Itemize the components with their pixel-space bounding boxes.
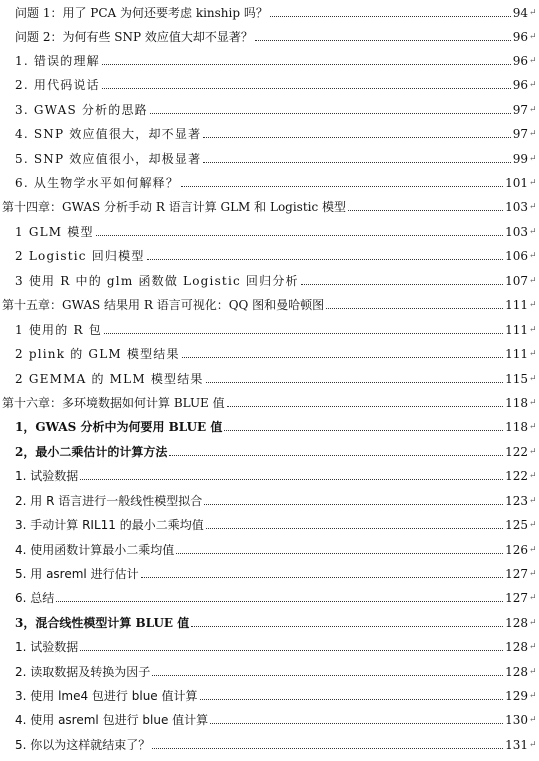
toc-entry-title: 2，最小二乘估计的计算方法 xyxy=(15,445,168,459)
toc-entry-title: 2 Logistic 回归模型 xyxy=(15,249,145,263)
toc-entry-title: 1. 错误的理解 xyxy=(15,54,100,68)
toc-entry-title: 4. 使用函数计算最小二乘均值 xyxy=(15,543,175,557)
dot-leader xyxy=(326,308,503,309)
toc-entry-title: 2 GEMMA 的 MLM 模型结果 xyxy=(15,372,204,386)
dot-leader xyxy=(301,284,503,285)
toc-entry-title: 5. 用 asreml 进行估计 xyxy=(15,567,139,581)
toc-page-number: 118 xyxy=(505,420,528,434)
toc-entry[interactable] xyxy=(15,243,539,263)
dot-leader xyxy=(255,40,511,41)
dot-leader xyxy=(206,528,503,529)
toc-page-number: 103 xyxy=(505,225,528,239)
toc-entry[interactable] xyxy=(15,146,539,166)
toc-entry[interactable] xyxy=(15,24,539,44)
toc-entry[interactable] xyxy=(15,317,539,337)
toc-entry[interactable] xyxy=(15,72,539,92)
toc-entry-title: 2. 用 R 语言进行一般线性模型拟合 xyxy=(15,494,203,508)
toc-page-number: 94 xyxy=(512,6,528,20)
toc-entry-title: 2 plink 的 GLM 模型结果 xyxy=(15,347,180,361)
paragraph-mark-icon: ↵ xyxy=(529,691,537,701)
paragraph-mark-icon: ↵ xyxy=(529,80,537,90)
toc-page-number: 128 xyxy=(505,640,528,654)
dot-leader xyxy=(147,259,504,260)
toc-entry-title: 3，混合线性模型计算 BLUE 值 xyxy=(15,616,190,630)
toc-entry[interactable] xyxy=(15,121,539,141)
dot-leader xyxy=(224,430,503,431)
paragraph-mark-icon: ↵ xyxy=(529,325,537,335)
toc-page-number: 101 xyxy=(505,176,528,190)
toc-entry[interactable] xyxy=(2,292,539,312)
toc-entry[interactable] xyxy=(15,0,539,20)
toc-page-number: 111 xyxy=(505,347,528,361)
toc-entry-title: 问题 1：用了 PCA 为何还要考虑 kinship 吗？ xyxy=(15,6,268,20)
toc-entry-title: 1，GWAS 分析中为何要用 BLUE 值 xyxy=(15,420,223,434)
paragraph-mark-icon: ↵ xyxy=(529,202,537,212)
toc-page-number: 128 xyxy=(505,616,528,630)
dot-leader xyxy=(203,137,510,138)
toc-entry[interactable] xyxy=(15,488,539,508)
toc-entry-title: 5. 你以为这样就结束了？ xyxy=(15,738,151,752)
toc-entry[interactable] xyxy=(15,732,539,752)
paragraph-mark-icon: ↵ xyxy=(529,642,537,652)
toc-page-number: 126 xyxy=(505,543,528,557)
toc-entry-title: 3. GWAS 分析的思路 xyxy=(15,103,148,117)
toc-entry[interactable] xyxy=(15,341,539,361)
paragraph-mark-icon: ↵ xyxy=(529,349,537,359)
paragraph-mark-icon: ↵ xyxy=(529,8,537,18)
toc-entry[interactable] xyxy=(15,48,539,68)
toc-entry-title: 1 使用的 R 包 xyxy=(15,323,102,337)
paragraph-mark-icon: ↵ xyxy=(529,667,537,677)
dot-leader xyxy=(206,382,503,383)
dot-leader xyxy=(203,162,510,163)
paragraph-mark-icon: ↵ xyxy=(529,496,537,506)
dot-leader xyxy=(169,455,503,456)
paragraph-mark-icon: ↵ xyxy=(529,178,537,188)
paragraph-mark-icon: ↵ xyxy=(529,422,537,432)
toc-entry-title: 4. SNP 效应值很大，却不显著 xyxy=(15,127,202,141)
toc-entry-title: 2. 读取数据及转换为因子 xyxy=(15,665,151,679)
toc-page-number: 118 xyxy=(505,396,528,410)
toc-page-number: 128 xyxy=(505,665,528,679)
dot-leader xyxy=(56,601,503,602)
toc-entry-title: 第十四章：GWAS 分析手动 R 语言计算 GLM 和 Logistic 模型 xyxy=(2,200,347,214)
paragraph-mark-icon: ↵ xyxy=(529,398,537,408)
toc-entry[interactable] xyxy=(2,390,539,410)
toc-entry-title: 2. 用代码说话 xyxy=(15,78,100,92)
paragraph-mark-icon: ↵ xyxy=(529,300,537,310)
toc-entry[interactable] xyxy=(15,634,539,654)
toc-entry-title: 1. 试验数据 xyxy=(15,640,79,654)
paragraph-mark-icon: ↵ xyxy=(529,32,537,42)
toc-entry[interactable] xyxy=(15,414,539,434)
paragraph-mark-icon: ↵ xyxy=(529,56,537,66)
toc-entry[interactable] xyxy=(15,366,539,386)
dot-leader xyxy=(181,186,503,187)
toc-page-number: 97 xyxy=(512,127,528,141)
toc-entry-title: 3. 使用 lme4 包进行 blue 值计算 xyxy=(15,689,198,703)
toc-entry-title: 1. 试验数据 xyxy=(15,469,79,483)
toc-entry-title: 3 使用 R 中的 glm 函数做 Logistic 回归分析 xyxy=(15,274,299,288)
toc-page-number: 130 xyxy=(505,713,528,727)
paragraph-mark-icon: ↵ xyxy=(529,154,537,164)
dot-leader xyxy=(102,88,511,89)
dot-leader xyxy=(150,113,511,114)
toc-entry[interactable] xyxy=(15,439,539,459)
toc-page-number: 97 xyxy=(512,103,528,117)
toc-entry[interactable] xyxy=(15,512,539,532)
dot-leader xyxy=(96,235,503,236)
dot-leader xyxy=(152,675,503,676)
paragraph-mark-icon: ↵ xyxy=(529,569,537,579)
dot-leader xyxy=(102,64,511,65)
toc-entry-title: 4. 使用 asreml 包进行 blue 值计算 xyxy=(15,713,209,727)
toc-entry-title: 5. SNP 效应值很小，却极显著 xyxy=(15,152,202,166)
toc-page-number: 125 xyxy=(505,518,528,532)
toc-page-number: 107 xyxy=(505,274,528,288)
toc-entry-title: 6. 从生物学水平如何解释？ xyxy=(15,176,180,190)
paragraph-mark-icon: ↵ xyxy=(529,227,537,237)
toc-entry[interactable] xyxy=(15,170,539,190)
toc-page-number: 122 xyxy=(505,445,528,459)
dot-leader xyxy=(348,210,503,211)
dot-leader xyxy=(80,479,503,480)
toc-entry-title: 1 GLM 模型 xyxy=(15,225,94,239)
paragraph-mark-icon: ↵ xyxy=(529,545,537,555)
toc-entry[interactable] xyxy=(15,707,539,727)
paragraph-mark-icon: ↵ xyxy=(529,251,537,261)
toc-page-number: 127 xyxy=(505,567,528,581)
toc-entry[interactable] xyxy=(15,537,539,557)
toc-entry[interactable] xyxy=(15,585,539,605)
paragraph-mark-icon: ↵ xyxy=(529,276,537,286)
toc-entry-title: 第十六章：多环境数据如何计算 BLUE 值 xyxy=(2,396,225,410)
toc-page-number: 123 xyxy=(505,494,528,508)
toc-entry[interactable] xyxy=(15,610,539,630)
toc-page-number: 127 xyxy=(505,591,528,605)
dot-leader xyxy=(176,553,503,554)
dot-leader xyxy=(141,577,504,578)
toc-page-number: 103 xyxy=(505,200,528,214)
dot-leader xyxy=(182,357,503,358)
toc-entry[interactable] xyxy=(15,561,539,581)
dot-leader xyxy=(80,650,503,651)
toc-entry[interactable] xyxy=(2,194,539,214)
toc-page-number: 115 xyxy=(505,372,528,386)
paragraph-mark-icon: ↵ xyxy=(529,447,537,457)
toc-page-number: 96 xyxy=(512,30,528,44)
toc-page-number: 96 xyxy=(512,54,528,68)
paragraph-mark-icon: ↵ xyxy=(529,374,537,384)
dot-leader xyxy=(104,333,503,334)
toc-entry[interactable] xyxy=(15,268,539,288)
toc-entry-title: 问题 2：为何有些 SNP 效应值大却不显著？ xyxy=(15,30,253,44)
dot-leader xyxy=(270,16,511,17)
toc-page-number: 96 xyxy=(512,78,528,92)
paragraph-mark-icon: ↵ xyxy=(529,715,537,725)
toc-entry-title: 3. 手动计算 RIL11 的最小二乘均值 xyxy=(15,518,204,532)
paragraph-mark-icon: ↵ xyxy=(529,105,537,115)
paragraph-mark-icon: ↵ xyxy=(529,520,537,530)
paragraph-mark-icon: ↵ xyxy=(529,129,537,139)
toc-entry[interactable] xyxy=(15,659,539,679)
dot-leader xyxy=(227,406,503,407)
toc-page-number: 131 xyxy=(505,738,528,752)
paragraph-mark-icon: ↵ xyxy=(529,740,537,750)
toc-entry[interactable] xyxy=(15,97,539,117)
toc-page-number: 122 xyxy=(505,469,528,483)
toc-page-number: 106 xyxy=(505,249,528,263)
toc-entry[interactable] xyxy=(15,683,539,703)
paragraph-mark-icon: ↵ xyxy=(529,618,537,628)
dot-leader xyxy=(200,699,504,700)
toc-page-number: 111 xyxy=(505,298,528,312)
toc-entry-title: 6. 总结 xyxy=(15,591,55,605)
paragraph-mark-icon: ↵ xyxy=(529,593,537,603)
toc-page-number: 99 xyxy=(512,152,528,166)
dot-leader xyxy=(210,723,503,724)
toc-entry[interactable] xyxy=(15,463,539,483)
toc-entry-title: 第十五章：GWAS 结果用 R 语言可视化：QQ 图和曼哈顿图 xyxy=(2,298,325,312)
paragraph-mark-icon: ↵ xyxy=(529,471,537,481)
toc-page-number: 111 xyxy=(505,323,528,337)
dot-leader xyxy=(204,504,503,505)
dot-leader xyxy=(152,748,503,749)
dot-leader xyxy=(191,626,503,627)
toc-page-number: 129 xyxy=(505,689,528,703)
toc-entry[interactable] xyxy=(15,219,539,239)
